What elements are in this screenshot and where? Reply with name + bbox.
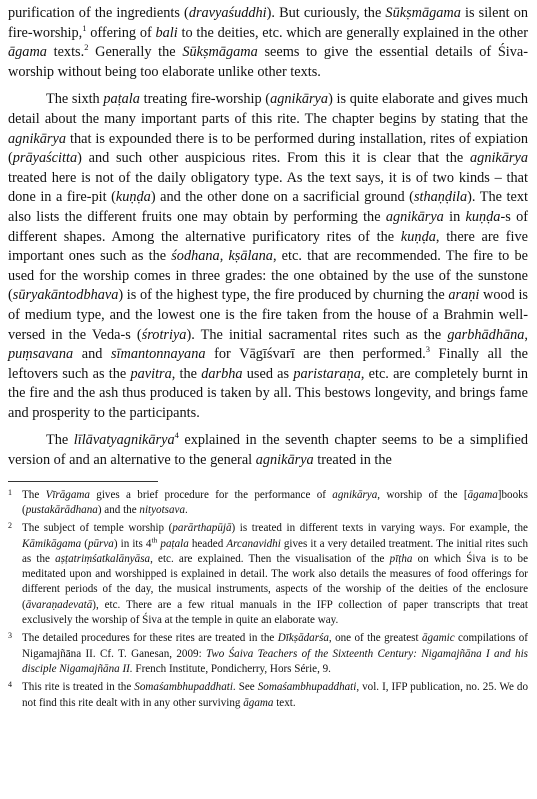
italic-term: kuṇḍa bbox=[115, 189, 151, 206]
text-run: The bbox=[22, 488, 46, 501]
text-run: The detailed procedures for these rites are treated in the bbox=[22, 632, 278, 645]
footnote-text bbox=[22, 681, 528, 708]
italic-term: Sūkṣmāgama bbox=[182, 44, 258, 61]
italic-term: āgama bbox=[8, 44, 47, 61]
text-run: that is expounded there is to be performed during installation, rites of expiation ( bbox=[8, 130, 528, 167]
italic-term: agnikārya bbox=[8, 130, 66, 147]
text-run: ) and the other done on a sacrificial ground ( bbox=[150, 189, 414, 206]
text-run: explained in the seventh chapter seems to be a simplified version of and an alternative to the general bbox=[8, 432, 528, 469]
note-reference: 2 bbox=[84, 42, 89, 53]
italic-term: garbhādhāna bbox=[447, 326, 525, 343]
italic-term: Kāmikāgama bbox=[22, 537, 82, 550]
text-run: ), etc. There are a few ritual manuals in the IFP collection of paper transcripts that treat exclusively the worship of Śiva at the temple in quite an elaborate way. bbox=[22, 598, 528, 627]
text-run: This rite is treated in the bbox=[22, 681, 135, 694]
text-run: , the bbox=[171, 365, 202, 382]
italic-term: kuṇḍa bbox=[465, 208, 501, 225]
footnote-marker: 4 bbox=[8, 680, 12, 690]
footnote-text bbox=[22, 522, 528, 626]
text-run: , etc. that are recommended. The fire to be used for the worship comes in three grades: the one obtained by the use of the sunstone ( bbox=[8, 248, 528, 304]
text-run: used as bbox=[242, 365, 294, 382]
footnote-text bbox=[22, 489, 528, 516]
italic-term: āgama bbox=[467, 488, 498, 501]
footnote-1 bbox=[8, 488, 528, 519]
text-run: and bbox=[73, 346, 111, 363]
italic-term: parārthapūjā bbox=[172, 522, 232, 535]
italic-term: prāyaścitta bbox=[12, 150, 78, 167]
document-page bbox=[8, 4, 528, 714]
italic-term: āgamic bbox=[421, 632, 455, 645]
note-reference: 3 bbox=[425, 344, 430, 355]
text-run: The bbox=[46, 432, 74, 449]
italic-term: Vīrāgama bbox=[45, 488, 90, 501]
text-run: . See bbox=[232, 681, 258, 694]
text-run: The sixth bbox=[46, 91, 104, 108]
italic-term: agnikārya bbox=[385, 208, 444, 225]
text-run: , there are five important ones such as the bbox=[8, 228, 528, 265]
text-run: ) in its 4 bbox=[113, 537, 152, 550]
text-run: texts. bbox=[46, 44, 85, 61]
italic-term: araṇi bbox=[448, 287, 480, 304]
text-run: to the deities, etc. which are generally explained in the other bbox=[177, 24, 529, 41]
footnote-text bbox=[22, 632, 528, 675]
italic-term: paṭala bbox=[103, 91, 140, 108]
text-run: ) is quite elaborate and gives much detail about the many important parts of this rite. The chapter begins by stating that the bbox=[8, 91, 528, 127]
italic-term: pīṭha bbox=[389, 552, 413, 565]
italic-term: pustakārādhana bbox=[25, 503, 98, 516]
italic-term: śodhana bbox=[171, 248, 220, 265]
italic-term: paṭala bbox=[160, 537, 189, 550]
text-run: ). The initial sacramental rites such as the bbox=[186, 326, 448, 343]
note-reference: th bbox=[151, 534, 158, 544]
footnote-marker: 2 bbox=[8, 521, 12, 531]
text-run: for Vāgīśvarī are then performed. bbox=[205, 346, 426, 363]
footnote-divider bbox=[8, 481, 158, 482]
italic-term: āgama bbox=[243, 696, 274, 709]
italic-term: darbha bbox=[201, 365, 243, 382]
italic-term: dravyaśuddhi bbox=[188, 5, 267, 21]
text-run: , etc. are explained. Then the visualisation of the bbox=[150, 552, 390, 565]
footnote-4 bbox=[8, 680, 528, 711]
text-run: , worship of the [ bbox=[377, 488, 468, 501]
text-run: ]books ( bbox=[22, 488, 528, 516]
text-run: seems to give the essential details of Śiva-worship without being too elaborate unlike other texts. bbox=[8, 44, 528, 80]
footnote-marker: 3 bbox=[8, 631, 12, 641]
text-run: ). The text also lists the different fruits one may obtain by performing the bbox=[8, 189, 528, 225]
italic-term: sthaṇḍila bbox=[413, 189, 468, 206]
text-run: ( bbox=[81, 537, 88, 550]
text-run: ). But curiously, the bbox=[266, 5, 386, 21]
italic-term: Somaśambhupaddhati bbox=[257, 681, 357, 694]
text-run: gives a brief procedure for the performance of bbox=[89, 488, 333, 501]
text-run: compilations of Nigamajñāna II. Cf. T. Ganesan, 2009: bbox=[22, 632, 529, 660]
text-run: is silent on fire-worship, bbox=[8, 5, 529, 41]
italic-term: sīmantonnayana bbox=[110, 346, 206, 363]
text-run: ) and such other auspicious rites. From this it is clear that the bbox=[77, 150, 471, 167]
text-run: , etc. are completely burnt in the fire and the ash thus produced is taken by all. This bestows longevity, and brings fame and prosperity to the participants. bbox=[8, 365, 528, 421]
text-run: , bbox=[524, 326, 528, 343]
italic-term: bali bbox=[155, 24, 178, 41]
text-run: purification of the ingredients ( bbox=[8, 5, 189, 21]
italic-term: Somaśambhupaddhati bbox=[134, 681, 233, 694]
italic-term: kṣālana bbox=[228, 248, 273, 265]
text-run: ) is of the highest type, the fire produced by churning the bbox=[118, 287, 449, 304]
text-run: in bbox=[443, 208, 466, 225]
text-run: ) is treated in different texts in varying ways. For example, the bbox=[231, 522, 528, 535]
text-run: headed bbox=[188, 537, 227, 550]
text-run: wood is of medium type, and the lowest one is the fire taken from the house of a Brahmin well-versed in the Veda-s ( bbox=[8, 287, 528, 343]
italic-term: aṣṭatriṃśatkalānyāsa bbox=[55, 552, 151, 565]
italic-term: Sūkṣmāgama bbox=[385, 5, 461, 21]
italic-term: śrotriya bbox=[141, 326, 187, 343]
italic-term: Dīkṣādarśa bbox=[277, 632, 329, 645]
text-run: on which Śiva is to be meditated upon and worshipped is explained in detail. The work also details the measures of food offerings for different periods of the day, the musical instruments, aspects of the worship of the deities of the enclosure ( bbox=[22, 552, 529, 611]
italic-term: pūrva bbox=[87, 537, 114, 550]
footnote-2 bbox=[8, 521, 528, 628]
italic-term: agnikārya bbox=[255, 452, 314, 469]
text-run: The subject of temple worship ( bbox=[22, 522, 173, 535]
text-run: text. bbox=[273, 696, 296, 709]
text-run: treated in the bbox=[313, 452, 392, 469]
italic-term: Arcanavidhi bbox=[226, 537, 281, 550]
italic-term: puṃsavana bbox=[8, 346, 74, 363]
italic-term: Two Śaiva Teachers of the Sixteenth Century: Nigamajñāna I and his disciple Nigamajñāna II. bbox=[22, 647, 528, 675]
footnote-marker: 1 bbox=[8, 487, 12, 497]
italic-term: nityotsava bbox=[139, 503, 186, 516]
text-run: Finally all the leftovers such as the bbox=[8, 346, 529, 382]
italic-term: agnikārya bbox=[470, 150, 528, 167]
text-run: . bbox=[185, 503, 188, 516]
italic-term: paristaraṇa bbox=[293, 365, 361, 382]
text-run: , one of the greatest bbox=[328, 632, 422, 645]
italic-term: agnikārya bbox=[270, 91, 329, 108]
text-run: gives it a very detailed treatment. The initial rites such as the bbox=[22, 537, 528, 565]
text-run: , vol. I, IFP publication, no. 25. We do not find this rite dealt with in any other surviving bbox=[22, 681, 529, 709]
text-run: -s of different shapes. Among the alternative purificatory rites of the bbox=[8, 208, 528, 245]
text-run: treating fire-worship ( bbox=[139, 91, 271, 108]
text-run: treated here is not of the daily obligatory type. As the text says, it is of two kinds – that done in a fire-pit ( bbox=[8, 169, 528, 206]
body-text bbox=[8, 4, 528, 471]
text-run: French Institute, Pondicherry, Hors Série, 9. bbox=[132, 662, 331, 675]
footnote-3 bbox=[8, 631, 528, 677]
italic-term: līlāvatyagnikārya bbox=[73, 432, 175, 449]
italic-term: agnikārya bbox=[332, 488, 378, 501]
italic-term: kuṇḍa bbox=[400, 228, 436, 245]
text-run: offering of bbox=[86, 24, 156, 41]
italic-term: pavitra bbox=[130, 365, 172, 382]
italic-term: sūryakāntodbhava bbox=[12, 287, 119, 304]
paragraph-2 bbox=[8, 90, 528, 423]
note-reference: 1 bbox=[82, 22, 87, 33]
paragraph-1 bbox=[8, 4, 528, 82]
paragraph-3 bbox=[8, 431, 528, 470]
text-run: , bbox=[219, 248, 229, 265]
text-run: ) and the bbox=[97, 503, 140, 516]
note-reference: 4 bbox=[174, 430, 179, 441]
italic-term: āvaraṇadevatā bbox=[25, 598, 93, 611]
text-run: Generally the bbox=[88, 44, 183, 61]
footnotes bbox=[8, 488, 528, 711]
